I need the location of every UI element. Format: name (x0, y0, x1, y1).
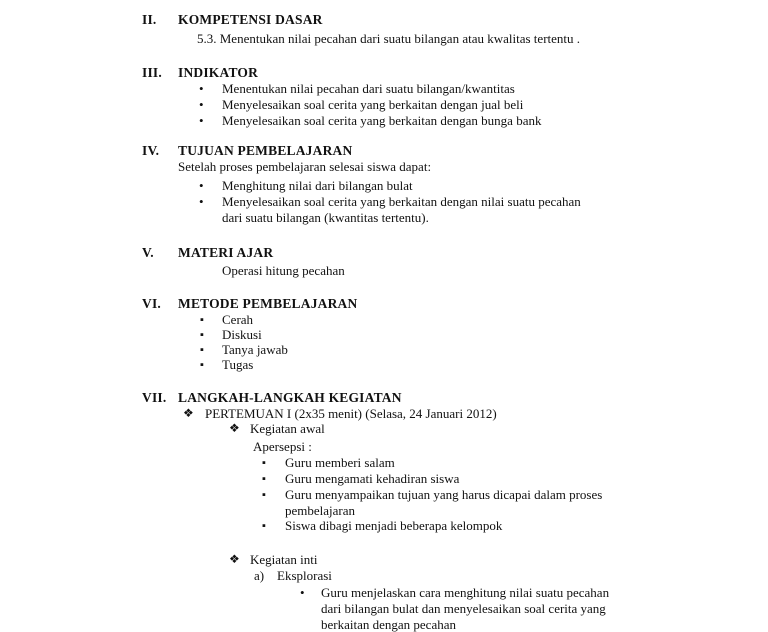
square-bullet-icon: ▪ (262, 489, 266, 501)
diamond-bullet-icon: ❖ (183, 406, 194, 420)
section-number: VII. (142, 390, 167, 405)
bullet-icon (300, 585, 305, 600)
pertemuan-heading: PERTEMUAN I (2x35 menit) (Selasa, 24 Januari 2012) (205, 406, 497, 421)
diamond-bullet-icon: ❖ (229, 421, 240, 435)
bullet-icon (199, 81, 204, 96)
list-item-continuation: dari bilangan bulat dan menyelesaikan soal cerita yang (321, 601, 606, 616)
list-item-continuation: berkaitan dengan pecahan (321, 617, 456, 632)
bullet-icon (199, 97, 204, 112)
bullet-icon (199, 178, 204, 193)
list-letter: a) (254, 568, 265, 583)
kegiatan-awal-label: Kegiatan awal (250, 421, 325, 436)
tujuan-intro: Setelah proses pembelajaran selesai siswa dapat: (178, 159, 432, 174)
section-number: III. (142, 65, 162, 80)
section-title-indikator: INDIKATOR (178, 65, 259, 80)
list-item: Siswa dibagi menjadi beberapa kelompok (285, 518, 503, 533)
materi-text: Operasi hitung pecahan (222, 263, 345, 278)
list-item: Guru memberi salam (285, 455, 395, 470)
section-title-kompetensi: KOMPETENSI DASAR (178, 12, 323, 27)
list-item: Cerah (222, 312, 254, 327)
list-item-continuation: dari suatu bilangan (kwantitas tertentu). (222, 210, 429, 225)
list-item: Menentukan nilai pecahan dari suatu bilangan/kwantitas (222, 81, 515, 96)
square-bullet-icon: ▪ (262, 473, 266, 485)
square-bullet-icon: ▪ (200, 344, 204, 356)
list-item: Guru menyampaikan tujuan yang harus dicapai dalam proses (285, 487, 603, 502)
list-item: Menghitung nilai dari bilangan bulat (222, 178, 413, 193)
apersepsi-label: Apersepsi : (253, 439, 312, 454)
list-item: Tugas (222, 357, 254, 372)
kegiatan-inti-label: Kegiatan inti (250, 552, 318, 567)
list-item-continuation: pembelajaran (285, 503, 356, 518)
section-number: II. (142, 12, 157, 27)
list-item: Guru mengamati kehadiran siswa (285, 471, 460, 486)
list-item: Menyelesaikan soal cerita yang berkaitan dengan jual beli (222, 97, 524, 112)
list-item: Diskusi (222, 327, 262, 342)
section-title-langkah: LANGKAH-LANGKAH KEGIATAN (178, 390, 402, 405)
kompetensi-text: 5.3. Menentukan nilai pecahan dari suatu bilangan atau kwalitas tertentu . (197, 31, 581, 46)
diamond-bullet-icon: ❖ (229, 552, 240, 566)
square-bullet-icon: ▪ (200, 329, 204, 341)
section-title-materi: MATERI AJAR (178, 245, 274, 260)
list-item: Tanya jawab (222, 342, 288, 357)
section-title-tujuan: TUJUAN PEMBELAJARAN (178, 143, 353, 158)
section-number: VI. (142, 296, 161, 311)
section-title-metode: METODE PEMBELAJARAN (178, 296, 358, 311)
square-bullet-icon: ▪ (262, 520, 266, 532)
eksplorasi-label: Eksplorasi (277, 568, 332, 583)
square-bullet-icon: ▪ (200, 359, 204, 371)
list-item: Guru menjelaskan cara menghitung nilai suatu pecahan (321, 585, 610, 600)
section-number: IV. (142, 143, 160, 158)
list-item: Menyelesaikan soal cerita yang berkaitan dengan bunga bank (222, 113, 542, 128)
square-bullet-icon: ▪ (262, 457, 266, 469)
bullet-icon (199, 194, 204, 209)
bullet-icon (199, 113, 204, 128)
section-number: V. (142, 245, 154, 260)
list-item: Menyelesaikan soal cerita yang berkaitan dengan nilai suatu pecahan (222, 194, 581, 209)
square-bullet-icon: ▪ (200, 314, 204, 326)
